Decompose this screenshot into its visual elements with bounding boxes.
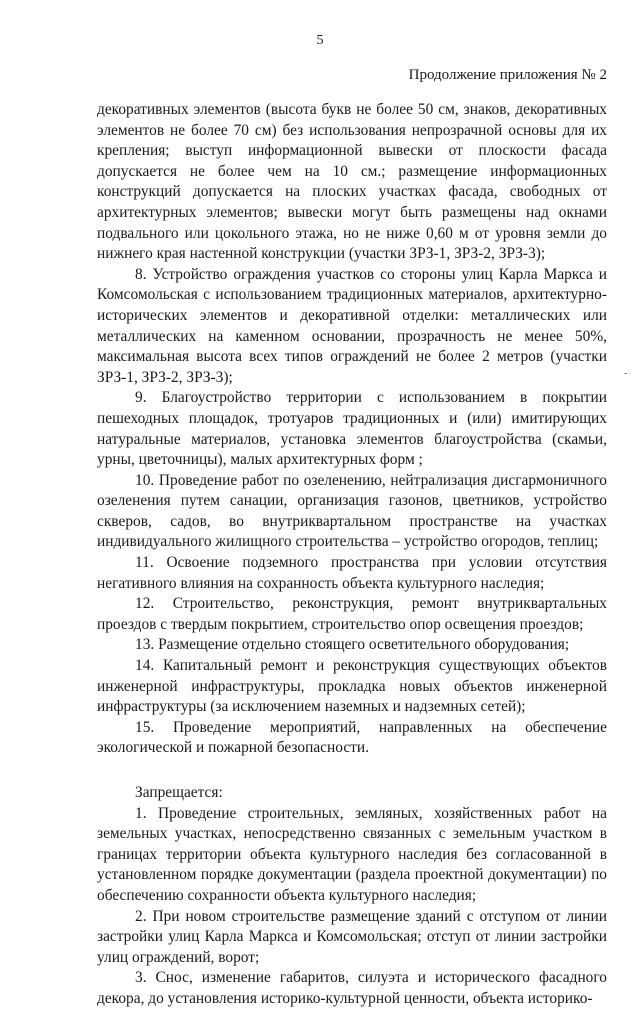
prohibited-item-2: 2. При новом строительстве размещение зданий с отступом от линии застройки улиц Карла Маркса и Комсомольская; отступ от линии застройки улиц ограждений, ворот; xyxy=(97,907,607,966)
paragraph-continuation: декоративных элементов (высота букв не более 50 см, знаков, декоративных элементов не более 70 см) без использования непрозрачной основы для их крепления; выступ информационной вывески от плоскости фасада допускается не более чем на 10 см.; размещение информационных конструкций допускается на плоских участках фасада, свободных от архитектурных элементов; вывески могут быть размещены над окнами подвального или цокольного этажа, но не ниже 0,60 м от уровня земли до нижнего края настенной конструкции (участки ЗРЗ-1, ЗРЗ-2, ЗРЗ-3); xyxy=(97,101,607,263)
paragraph-item-13: 13. Размещение отдельно стоящего осветительного оборудования; xyxy=(135,636,570,654)
page-number: 5 xyxy=(316,33,324,48)
paragraph-item-15: 15. Проведение мероприятий, направленных на обеспечение экологической и пожарной безопасности. xyxy=(97,718,607,757)
paragraph-item-12: 12. Строительство, реконструкция, ремонт внутриквартальных проездов с твердым покрытием, строительство опор освещения проездов; xyxy=(97,595,607,633)
paragraph-item-14: 14. Капитальный ремонт и реконструкция существующих объектов инженерной инфраструктуры, прокладка новых объектов инженерной инфраструктуры (за исключением наземных и надземных сетей); xyxy=(97,657,607,716)
prohibited-heading: Запрещается: xyxy=(135,784,223,801)
prohibited-item-3: 3. Снос, изменение габаритов, силуэта и исторического фасадного декора, до установления историко-культурной ценности, объекта историко- xyxy=(97,969,607,1007)
paragraph-item-10: 10. Проведение работ по озеленению, нейтрализация дисгармоничного озеленения путем санации, организация газонов, цветников, устройство скверов, садов, во внутриквартальном пространстве на участках индивидуального жилищного строительства – устройство огородов, теплиц; xyxy=(97,471,607,551)
appendix-header: Продолжение приложения № 2 xyxy=(408,67,607,83)
paragraph-item-11: 11. Освоение подземного пространства при условии отсутствия негативного влияния на сохранность объекта культурного наследия; xyxy=(97,554,607,592)
paragraph-item-9: 9. Благоустройство территории с использованием в покрытии пешеходных площадок, тротуаров традиционных и (или) имитирующих натуральные материалов, установка элементов благоустройства (скамьи, урны, цветочницы), малых архитектурных форм ; xyxy=(97,389,607,469)
paragraph-item-8: 8. Устройство ограждения участков со стороны улиц Карла Маркса и Комсомольская с использованием традиционных материалов, архитектурно-исторических элементов и декоративной отделки: металлических или металлических на каменном основании, прозрачность не менее 50%, максимальная высота всех типов ограждений не более 2 метров (участки ЗРЗ-1, ЗРЗ-2, ЗРЗ-3); xyxy=(97,265,607,386)
margin-mark: - xyxy=(624,368,628,379)
document-body xyxy=(97,100,607,1010)
prohibited-item-1: 1. Проведение строительных, земляных, хозяйственных работ на земельных участках, непосредственно связанных с земельным участком в границах территории объекта культурного наследия без согласованной в установленном порядке документации (раздела проектной документации) по обеспечению сохранности объекта культурного наследия; xyxy=(97,804,607,904)
